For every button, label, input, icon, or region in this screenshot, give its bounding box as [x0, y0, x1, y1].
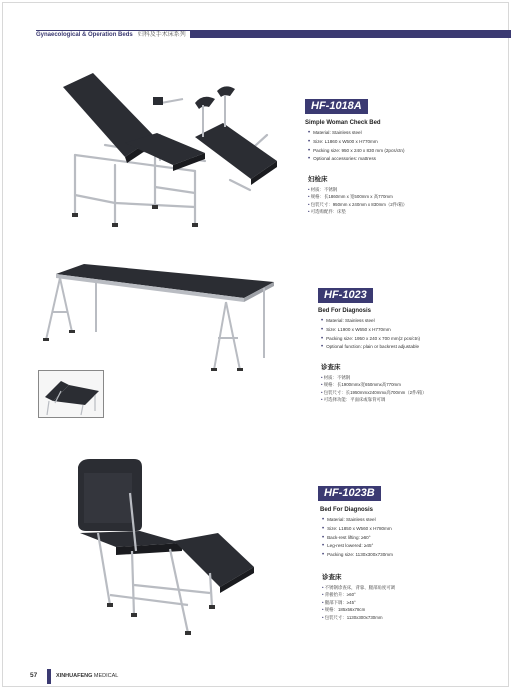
section-header	[36, 31, 190, 40]
cn-spec-row: • 材质：不锈钢	[321, 375, 351, 380]
section-header-cn: 妇科及手术床系列	[137, 32, 186, 38]
spec-row: • Leg-rest lowered: ≥45°	[322, 543, 374, 550]
cn-spec-row: • 规格：长1900mmx宽650mmx高770mm	[321, 382, 401, 388]
spec-row: • Material: Stainless steel	[321, 318, 375, 324]
cn-spec-row: • 规格：长1860mm x 宽500mm x 高770mm	[308, 194, 393, 200]
backrest-variant-image	[39, 371, 103, 417]
cn-spec-row: • 可选择功能：平面床或靠背可调	[321, 397, 386, 403]
cn-spec-list-hf-1023	[321, 374, 426, 404]
product-image-hf-1023	[38, 262, 278, 377]
cn-spec-row: • 可选购配件：床垫	[308, 209, 346, 215]
cn-spec-list-hf-1018a	[308, 186, 407, 216]
variant-thumbnail-backrest	[38, 370, 104, 418]
spec-row: • Packing size: 1130x300x730mm	[322, 552, 393, 559]
spec-list-hf-1023	[321, 317, 420, 352]
spec-row: • Material: Stainless steel	[322, 517, 376, 523]
page-number: 57	[30, 672, 38, 679]
product-title-hf-1018a: Simple Woman Check Bed	[305, 120, 381, 126]
model-badge-hf-1018a: HF-1018A	[305, 99, 368, 114]
footer-brand	[56, 673, 118, 679]
product-image-hf-1023b	[70, 455, 255, 640]
cn-spec-row: • 规格：185x56x78cm	[322, 607, 366, 613]
spec-row: • Size: L1850 x W560 x H780mm	[322, 525, 392, 532]
spec-list-hf-1023b	[322, 516, 393, 560]
cn-spec-row: • 不锈钢诊查床，背靠、腿部角度可调	[322, 585, 396, 590]
cn-spec-row: • 包装尺寸：950mm x 240mm x 830mm（2件/箱）	[308, 201, 408, 207]
product-title-hf-1023: Bed For Diagnosis	[318, 308, 372, 314]
spec-row: • Back-rest lifting: ≥60°	[322, 534, 371, 541]
spec-row: • Packing size: 950 x 240 x 830 mm (2pcs/ctn)	[308, 147, 405, 154]
spec-row: • Material: Stainless steel	[308, 130, 362, 136]
spec-list-hf-1018a	[308, 129, 405, 164]
cn-title-hf-1023b: 诊查床	[322, 574, 342, 581]
spec-row: • Optional accessories: mattress	[308, 156, 376, 163]
spec-row: • Size: L1860 x W500 x H770mm	[308, 138, 378, 145]
spec-row: • Packing size: 1950 x 240 x 700 mm(2 pcs/ctn)	[321, 335, 421, 342]
product-image-hf-1018a	[45, 65, 290, 245]
model-badge-hf-1023: HF-1023	[318, 288, 373, 303]
cn-spec-row: • 腿部下调：≥45°	[322, 599, 356, 605]
brand-name: XINHUAFENG	[56, 673, 93, 679]
cn-spec-row: • 材质：不锈钢	[308, 187, 338, 192]
cn-spec-row: • 包装尺寸：长1950mmx240mmx高700mm（2件/箱）	[321, 389, 427, 395]
model-badge-hf-1023b: HF-1023B	[318, 486, 381, 501]
spec-row: • Size: L1900 x W650 x H770mm	[321, 326, 391, 333]
cn-spec-row: • 包装尺寸：1130x300x730mm	[322, 614, 383, 620]
cn-title-hf-1018a: 妇检床	[308, 176, 328, 183]
section-header-en: Gynaecological & Operation Beds	[36, 32, 133, 38]
cn-title-hf-1023: 诊查床	[321, 364, 341, 371]
cn-spec-list-hf-1023b	[322, 584, 395, 621]
brand-suffix: MEDICAL	[93, 673, 119, 679]
footer-accent-tab	[47, 669, 51, 684]
product-title-hf-1023b: Bed For Diagnosis	[320, 507, 374, 513]
spec-row: • Optional function: plain or backrest adjustable	[321, 344, 420, 351]
cn-spec-row: • 背板抬升：≥60°	[322, 592, 356, 598]
